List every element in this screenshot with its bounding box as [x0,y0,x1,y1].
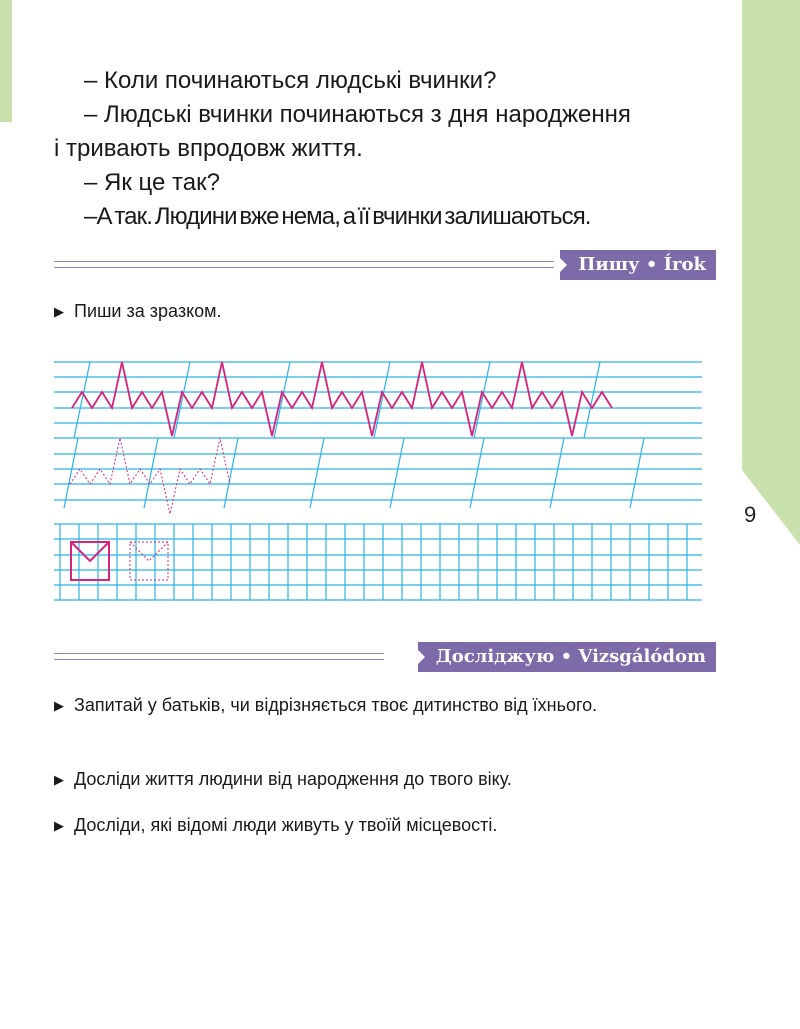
practice-lines-svg [54,348,704,608]
handwriting-practice-area [54,348,704,608]
section-header-research [54,642,716,672]
section-rule [54,653,384,660]
dialogue-line: –А так. Людини вже нема, а її вчинки залишаються. [84,203,591,230]
triangle-right-icon: ▶ [54,698,64,713]
triangle-right-icon: ▶ [54,772,64,787]
research-task [54,766,512,793]
zigzag-pattern-sample [72,362,612,436]
research-task [54,812,497,839]
dialogue-line: – Людські вчинки починаються з дня народження [84,101,631,128]
page-side-tab [742,0,800,545]
dialogue-line: – Коли починаються людські вчинки? [84,67,497,94]
research-task [54,692,714,719]
triangle-right-icon: ▶ [54,818,64,833]
dialogue-text [54,64,714,234]
grid-verticals [60,524,687,600]
research-task-text: Досліди життя людини від народження до твого віку. [74,769,512,789]
slant-lines [64,362,644,508]
envelope-sample-fold [71,542,109,561]
section-title-write: Пишу • Írok [560,250,716,280]
write-instruction-text: Пиши за зразком. [74,301,222,321]
triangle-right-icon: ▶ [54,304,64,319]
write-instruction [54,298,222,325]
section-rule [54,261,554,268]
section-header-write [54,250,716,280]
dialogue-line: і тривають впродовж життя. [54,135,363,162]
section-title-research: Досліджую • Vizsgálódom [418,642,716,672]
research-task-text: Досліди, які відомі люди живуть у твоїй місцевості. [74,815,498,835]
side-tab-shape [742,0,800,545]
dialogue-line: – Як це так? [84,169,220,196]
page-number: 9 [744,502,757,527]
research-task-text: Запитай у батьків, чи відрізняється твоє дитинство від їхнього. [74,695,598,715]
left-edge-accent [0,0,12,122]
